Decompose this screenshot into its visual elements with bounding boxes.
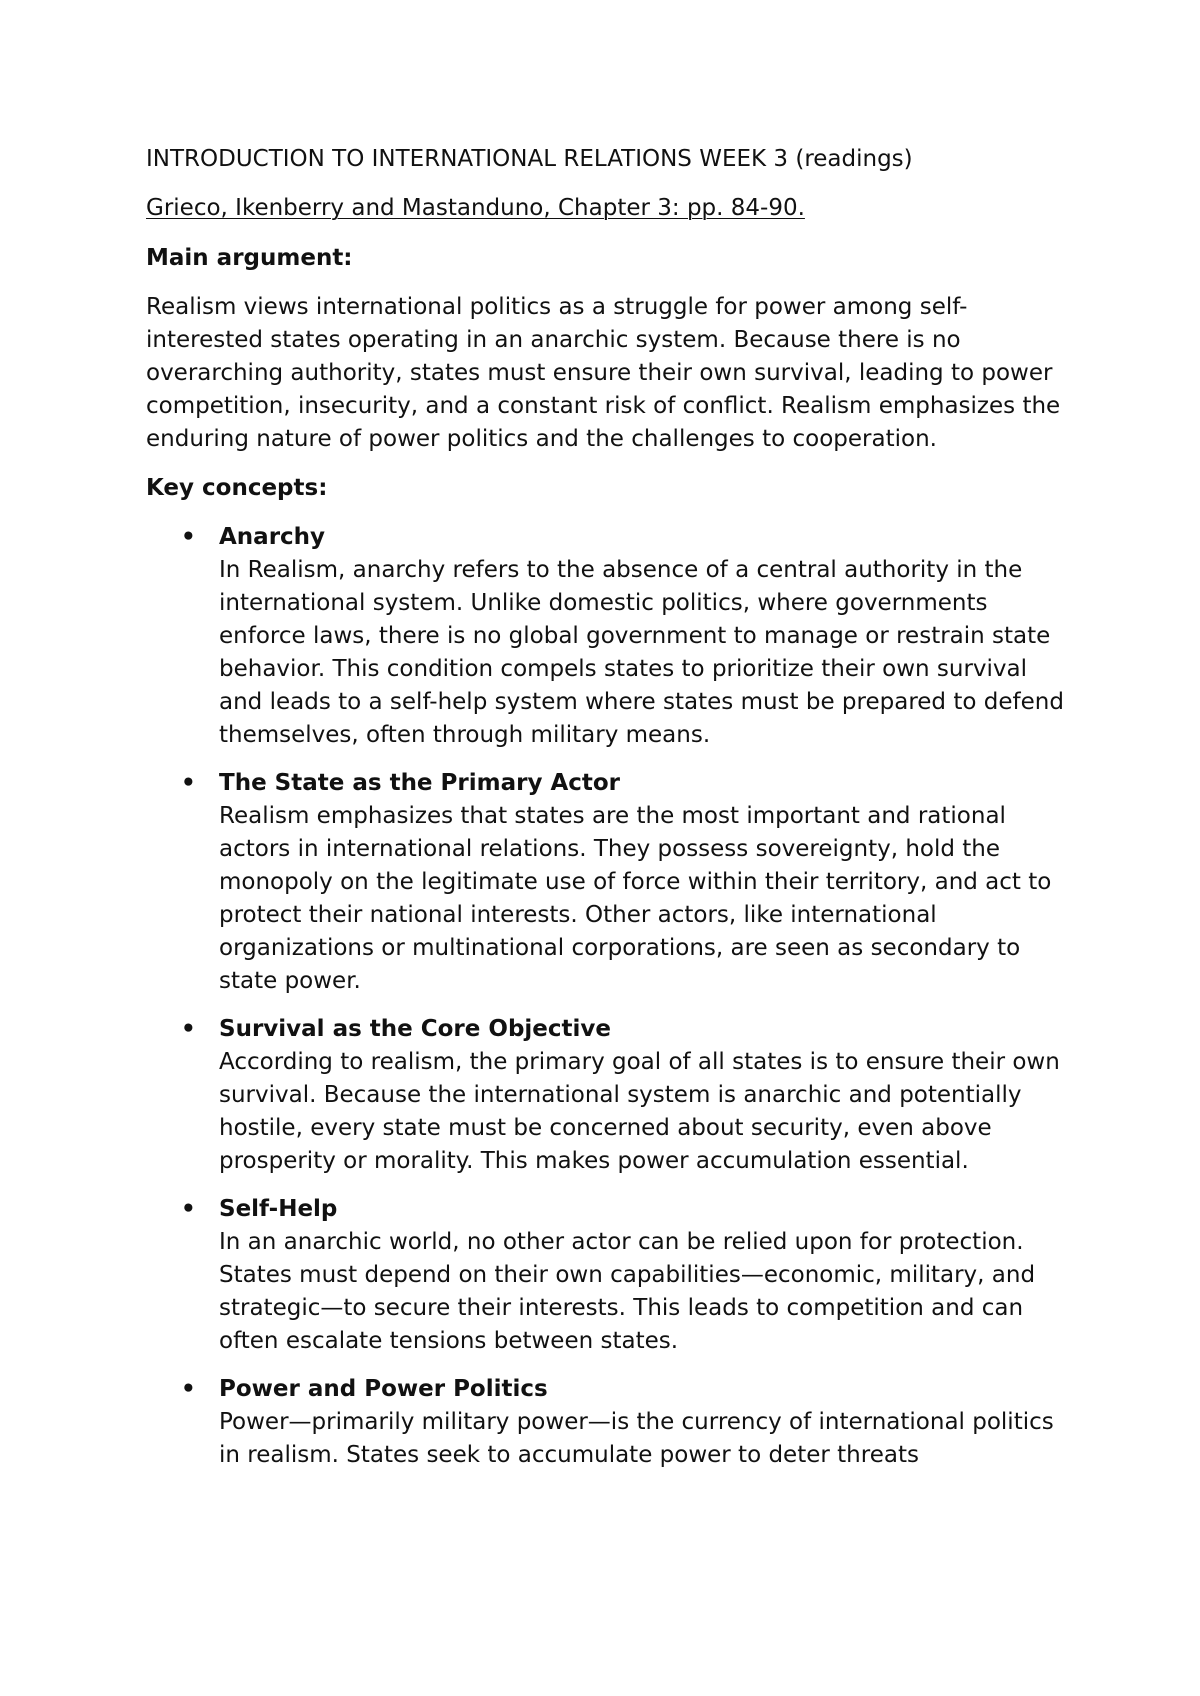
concept-item-state-primary-actor (146, 767, 1076, 998)
concept-description: In Realism, anarchy refers to the absence of a central authority in the international system. Unlike domestic politics, where governments enforce laws, there is no global government to manage or restrain state behavior. This condition compels states to prioritize their own survival and leads to a self-help system where states must be prepared to defend themselves, often through military means. (219, 557, 1064, 748)
document-page (146, 143, 1076, 1487)
concept-description: According to realism, the primary goal of all states is to ensure their own survival. Because the international system is anarchic and potentially hostile, every state must be concerned about security, even above prosperity or morality. This makes power accumulation essential. (219, 1049, 1060, 1174)
concept-item-survival (146, 1013, 1076, 1178)
concept-description: In an anarchic world, no other actor can be relied upon for protection. States must depend on their own capabilities—economic, military, and strategic—to secure their interests. This leads to competition and can often escalate tensions between states. (219, 1229, 1036, 1354)
concept-description: Power—primarily military power—is the currency of international politics in realism. States seek to accumulate power to deter threats (219, 1409, 1054, 1468)
concept-item-anarchy (146, 521, 1076, 752)
bullet-icon: • (181, 1376, 196, 1402)
concept-item-self-help (146, 1193, 1076, 1358)
concept-description: Realism emphasizes that states are the most important and rational actors in international relations. They possess sovereignty, hold the monopoly on the legitimate use of force within their territory, and act to protect their national interests. Other actors, like international organizations or multinational corporations, are seen as secondary to state power. (219, 803, 1052, 994)
main-argument-text: Realism views international politics as a struggle for power among self-interested states operating in an anarchic system. Because there is no overarching authority, states must ensure their own survival, leading to power competition, insecurity, and a constant risk of conflict. Realism emphasizes the enduring nature of power politics and the challenges to cooperation. (146, 294, 1061, 452)
document-title: INTRODUCTION TO INTERNATIONAL RELATIONS WEEK 3 (readings) (146, 146, 913, 172)
reading-reference: Grieco, Ikenberry and Mastanduno, Chapter 3: pp. 84-90. (146, 195, 805, 221)
key-concepts-list (146, 521, 1076, 1472)
bullet-icon: • (181, 1196, 196, 1222)
bullet-icon: • (181, 770, 196, 796)
concept-term: Self-Help (219, 1196, 338, 1222)
concept-term: Survival as the Core Objective (219, 1016, 611, 1042)
concept-term: Power and Power Politics (219, 1376, 548, 1402)
concept-term: The State as the Primary Actor (219, 770, 621, 796)
bullet-icon: • (181, 1016, 196, 1042)
concept-term: Anarchy (219, 524, 326, 550)
bullet-icon: • (181, 524, 196, 550)
concept-item-power-politics (146, 1373, 1076, 1472)
key-concepts-heading: Key concepts: (146, 475, 328, 501)
main-argument-heading: Main argument: (146, 245, 353, 271)
